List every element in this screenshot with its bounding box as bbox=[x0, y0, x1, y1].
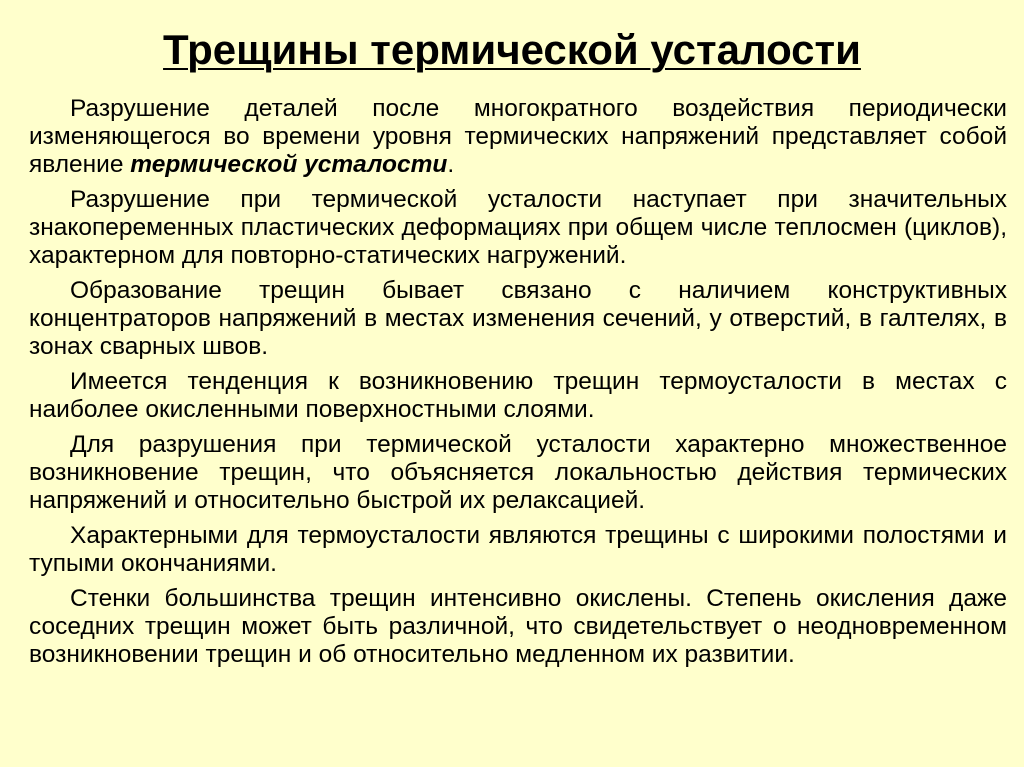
paragraph-5: Для разрушения при термической усталости характерно множественное возникновение трещин, что объясняется локальностью действия термических напряжений и относительно быстрой их релаксацией. bbox=[29, 431, 1007, 514]
paragraph-1-end: . bbox=[447, 151, 455, 178]
paragraph-1-text: Разрушение деталей после многократного воздействия периодически изменяющегося во времени уровня термических напряжений представляет собой явление bbox=[29, 95, 1007, 178]
term-emphasis: термической усталости bbox=[130, 151, 448, 178]
paragraph-1 bbox=[29, 95, 1007, 179]
slide-title: Трещины термической усталости bbox=[163, 26, 861, 73]
paragraph-4: Имеется тенденция к возникновению трещин термоусталости в местах с наиболее окисленными поверхностными слоями. bbox=[29, 368, 1007, 423]
paragraph-6: Характерными для термоусталости являются трещины с широкими полостями и тупыми окончаниями. bbox=[29, 522, 1007, 577]
paragraph-7: Стенки большинства трещин интенсивно окислены. Степень окисления даже соседних трещин может быть различной, что свидетельствует о неодновременном возникновении трещин и об относительно медленном их развитии. bbox=[29, 585, 1007, 668]
paragraph-2: Разрушение при термической усталости наступает при значительных знакопеременных пластических деформациях при общем числе теплосмен (циклов), характерном для повторно-статических нагружений. bbox=[29, 186, 1007, 269]
paragraph-3: Образование трещин бывает связано с наличием конструктивных концентраторов напряжений в местах изменения сечений, у отверстий, в галтелях, в зонах сварных швов. bbox=[29, 277, 1007, 360]
slide-body bbox=[29, 95, 1007, 676]
